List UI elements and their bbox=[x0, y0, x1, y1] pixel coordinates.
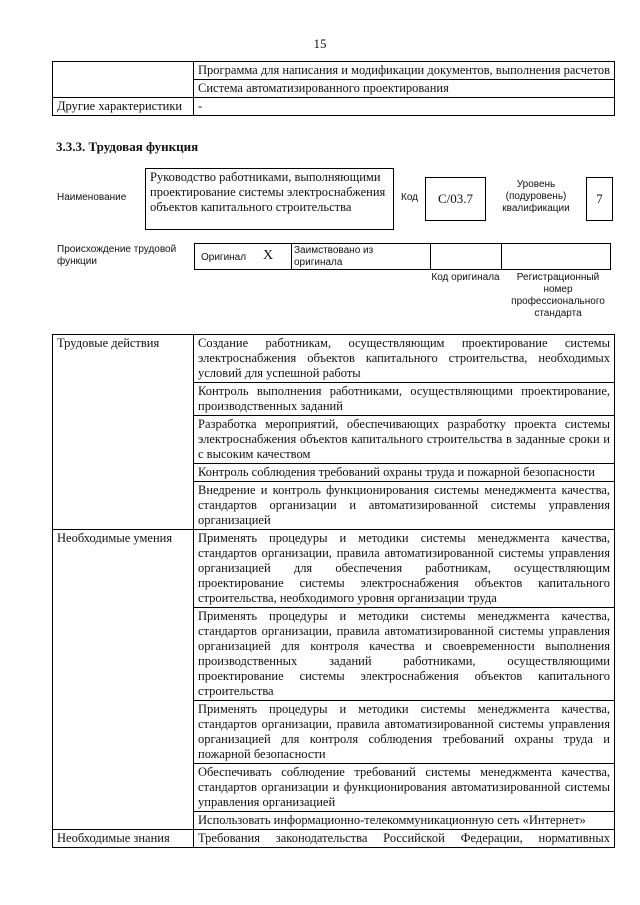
main-table bbox=[52, 334, 615, 848]
table-cell: Разработка мероприятий, обеспечивающих разработку проекта системы электроснабжения объектов капитального строительства в заданные сроки и с высоким качеством bbox=[194, 416, 615, 464]
table-row bbox=[53, 830, 615, 848]
table-cell-label: Другие характеристики bbox=[53, 98, 194, 116]
table-cell: Создание работникам, осуществляющим проектирование системы электроснабжения объектов капитального строительства, необходимых условий для успешной работы bbox=[194, 335, 615, 383]
table-cell: Контроль выполнения работниками, осуществляющими проектирование, производственных заданий bbox=[194, 383, 615, 416]
original-label: Оригинал bbox=[201, 252, 247, 263]
table-cell: Программа для написания и модификации документов, выполнения расчетов bbox=[194, 62, 615, 80]
level-label: Уровень (подуровень) квалификации bbox=[502, 179, 570, 214]
table-cell: Использовать информационно-телекоммуникационную сеть «Интернет» bbox=[194, 812, 615, 830]
borrowed-cell bbox=[291, 244, 431, 269]
section-heading: 3.3.3. Трудовая функция bbox=[56, 139, 199, 154]
page-number: 15 bbox=[313, 36, 327, 51]
table-cell: Применять процедуры и методики системы менеджмента качества, стандартов организации, правила автоматизированной системы управления организацией для контроля качества и своевременности выполнения производственных заданий работниками, осуществляющими проектирование системы электроснабжения объектов капитального строительства bbox=[194, 608, 615, 701]
table-row bbox=[53, 98, 615, 116]
table-row bbox=[53, 530, 615, 608]
table-cell: Применять процедуры и методики системы менеджмента качества, стандартов организации, правила автоматизированной системы управления организацией для обеспечения работникам, осуществляющим проектирование системы электроснабжения объектов капитального строительства, необходимого уровня организации труда bbox=[194, 530, 615, 608]
table-cell: Обеспечивать соблюдение требований системы менеджмента качества, стандартов организации и функционирования автоматизированной системы управления организацией bbox=[194, 764, 615, 812]
reg-number-label: Регистрационный номер профессионального стандарта bbox=[511, 272, 605, 319]
original-mark: X bbox=[263, 248, 274, 263]
level-value: 7 bbox=[586, 177, 613, 221]
borrowed-label: Заимствовано из оригинала bbox=[294, 245, 374, 268]
name-value: Руководство работниками, выполняющими проектирование системы электроснабжения объектов капитального строительства bbox=[145, 168, 394, 230]
original-cell bbox=[195, 244, 292, 269]
code-original-cell bbox=[430, 244, 502, 269]
table-cell: Система автоматизированного проектирования bbox=[194, 80, 615, 98]
table-cell-label bbox=[53, 62, 194, 98]
table-cell: Контроль соблюдения требований охраны труда и пожарной безопасности bbox=[194, 464, 615, 482]
code-label: Код bbox=[401, 192, 419, 203]
table-row bbox=[53, 62, 615, 80]
name-label: Наименование bbox=[57, 192, 127, 203]
origin-box bbox=[194, 243, 611, 270]
top-table bbox=[52, 61, 615, 116]
table-cell-label: Трудовые действия bbox=[53, 335, 194, 530]
origin-label: Происхождение трудовой функции bbox=[57, 244, 177, 267]
code-original-label: Код оригинала bbox=[431, 272, 500, 283]
table-cell-label: Необходимые умения bbox=[53, 530, 194, 830]
table-cell: Внедрение и контроль функционирования системы менеджмента качества, стандартов организации и автоматизированной системы управления организацией bbox=[194, 482, 615, 530]
table-cell: - bbox=[194, 98, 615, 116]
table-cell: Требования законодательства Российской Федерации, нормативных bbox=[194, 830, 615, 848]
table-row bbox=[53, 335, 615, 383]
table-cell-label: Необходимые знания bbox=[53, 830, 194, 848]
table-cell: Применять процедуры и методики системы менеджмента качества, стандартов организации, правила автоматизированной системы управления организацией для контроля соблюдения требований охраны труда и пожарной безопасности bbox=[194, 701, 615, 764]
code-value: C/03.7 bbox=[425, 177, 486, 221]
